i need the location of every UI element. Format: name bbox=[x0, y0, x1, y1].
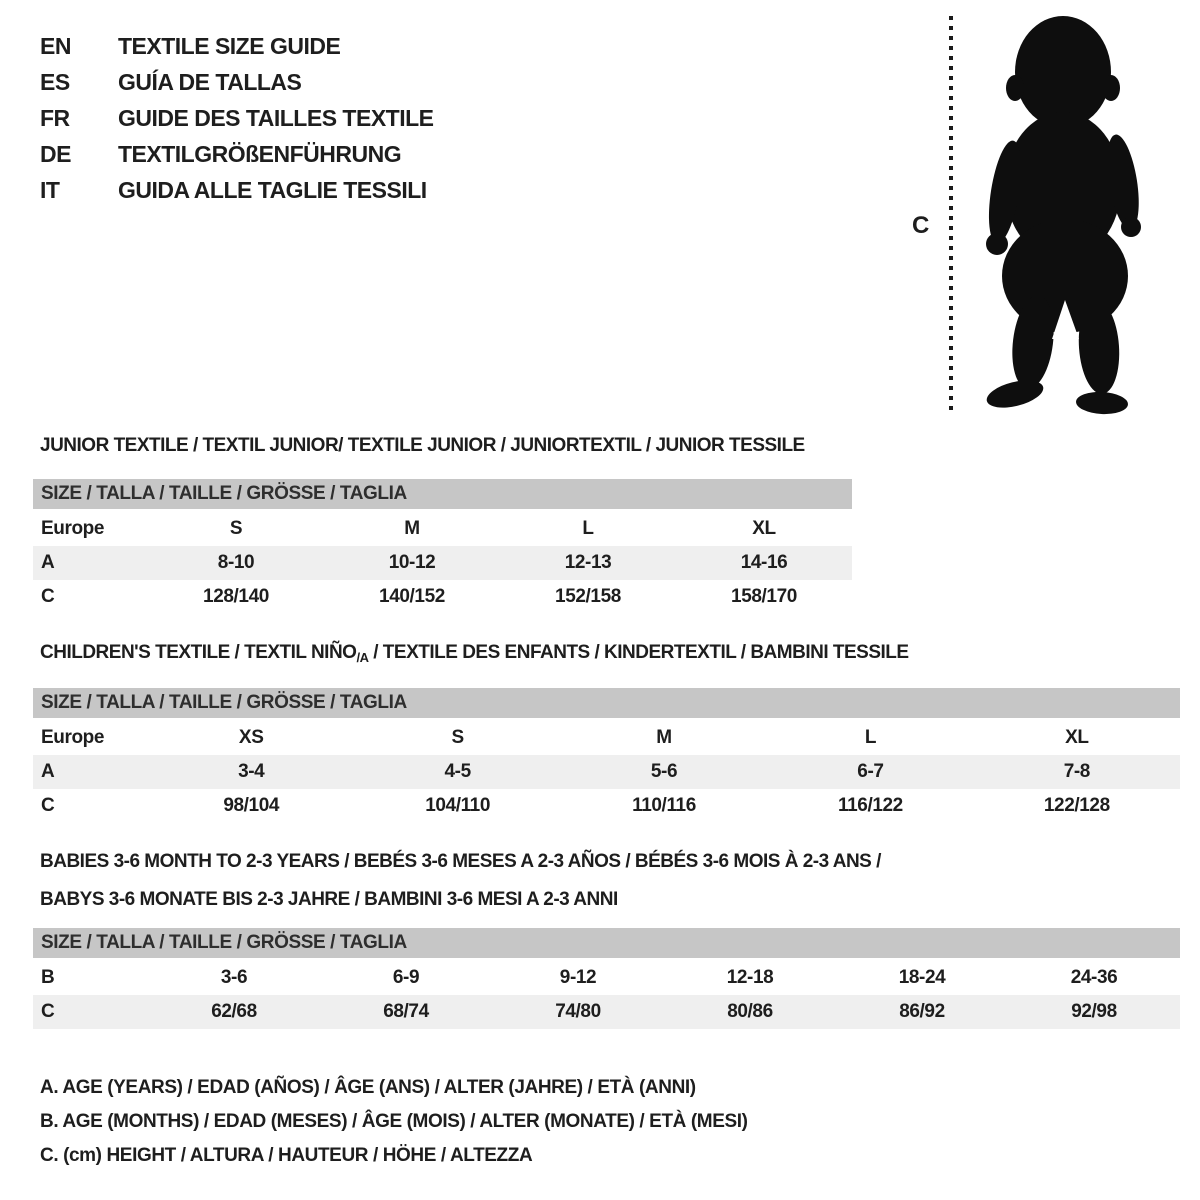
table-row bbox=[33, 721, 1180, 755]
height-measure-label: C bbox=[912, 212, 930, 239]
table-cell: 14-16 bbox=[740, 552, 788, 573]
table-cell: M bbox=[656, 727, 672, 748]
row-label: A bbox=[41, 552, 55, 573]
children-section-title bbox=[40, 642, 909, 665]
table-cell: 128/140 bbox=[203, 586, 269, 607]
table-row bbox=[33, 961, 1180, 995]
lang-title: GUIDE DES TAILLES TEXTILE bbox=[118, 105, 434, 131]
table-cell: S bbox=[229, 518, 243, 539]
table-cell: 3-4 bbox=[238, 761, 265, 782]
table-cell: 9-12 bbox=[559, 967, 597, 988]
junior-size-table bbox=[33, 479, 852, 614]
table-cell: 4-5 bbox=[444, 761, 471, 782]
table-cell: 140/152 bbox=[379, 586, 445, 607]
table-cell: L bbox=[864, 727, 877, 748]
table-cell: 6-7 bbox=[857, 761, 884, 782]
legend-line-c: C. (cm) HEIGHT / ALTURA / HAUTEUR / HÖHE / ALTEZZA bbox=[40, 1145, 533, 1166]
lang-row-it bbox=[40, 172, 434, 208]
table-cell: 18-24 bbox=[898, 967, 946, 988]
table-cell: 74/80 bbox=[555, 1001, 601, 1022]
lang-code: IT bbox=[40, 177, 60, 203]
table-cell: 80/86 bbox=[727, 1001, 773, 1022]
table-cell: 104/110 bbox=[425, 795, 491, 816]
table-cell: XL bbox=[1065, 727, 1089, 748]
babies-title-line2: BABYS 3-6 MONATE BIS 2-3 JAHRE / BAMBINI 3-6 MESI A 2-3 ANNI bbox=[40, 889, 618, 910]
table-cell: 152/158 bbox=[555, 586, 621, 607]
table-cell: 12-18 bbox=[726, 967, 774, 988]
babies-size-table bbox=[33, 928, 1180, 1029]
table-cell: 62/68 bbox=[211, 1001, 257, 1022]
table-cell: 3-6 bbox=[220, 967, 248, 988]
table-cell: L bbox=[582, 518, 594, 539]
table-row bbox=[33, 512, 852, 546]
row-label: A bbox=[41, 761, 55, 782]
table-cell: 8-10 bbox=[217, 552, 255, 573]
table-cell: 98/104 bbox=[223, 795, 280, 816]
children-size-table bbox=[33, 688, 1180, 823]
table-cell: 10-12 bbox=[388, 552, 436, 573]
lang-code: EN bbox=[40, 33, 71, 59]
row-label: Europe bbox=[41, 518, 105, 539]
children-title-pre: CHILDREN'S TEXTILE / TEXTIL NIÑO bbox=[40, 642, 357, 663]
toddler-silhouette-icon bbox=[975, 14, 1160, 417]
row-label: C bbox=[41, 1001, 55, 1022]
measure-legend bbox=[40, 1071, 748, 1173]
table-cell: 86/92 bbox=[899, 1001, 945, 1022]
legend-line-b: B. AGE (MONTHS) / EDAD (MESES) / ÂGE (MOIS) / ALTER (MONATE) / ETÀ (MESI) bbox=[40, 1111, 748, 1132]
table-cell: XL bbox=[752, 518, 776, 539]
lang-title: TEXTILE SIZE GUIDE bbox=[118, 33, 341, 59]
table-cell: 116/122 bbox=[838, 795, 903, 816]
table-cell: 6-9 bbox=[392, 967, 420, 988]
table-cell: S bbox=[451, 727, 464, 748]
size-header-band: SIZE / TALLA / TAILLE / GRÖSSE / TAGLIA bbox=[33, 928, 1180, 958]
lang-row-en bbox=[40, 28, 434, 64]
lang-title: TEXTILGRÖßENFÜHRUNG bbox=[118, 141, 402, 167]
table-row bbox=[33, 546, 852, 580]
table-cell: XS bbox=[238, 727, 264, 748]
lang-code: DE bbox=[40, 141, 71, 167]
babies-section-title bbox=[40, 843, 881, 919]
row-label: C bbox=[41, 586, 55, 607]
lang-row-de bbox=[40, 136, 434, 172]
row-label: B bbox=[41, 967, 55, 988]
table-cell: 92/98 bbox=[1071, 1001, 1117, 1022]
table-cell: 110/116 bbox=[632, 795, 696, 816]
language-title-block bbox=[40, 28, 434, 208]
legend-line-a: A. AGE (YEARS) / EDAD (AÑOS) / ÂGE (ANS) / ALTER (JAHRE) / ETÀ (ANNI) bbox=[40, 1077, 696, 1098]
lang-code: ES bbox=[40, 69, 70, 95]
table-cell: 122/128 bbox=[1043, 795, 1110, 816]
junior-section-title: JUNIOR TEXTILE / TEXTIL JUNIOR/ TEXTILE JUNIOR / JUNIORTEXTIL / JUNIOR TESSILE bbox=[40, 435, 805, 456]
lang-title: GUIDA ALLE TAGLIE TESSILI bbox=[118, 177, 427, 203]
size-header-band: SIZE / TALLA / TAILLE / GRÖSSE / TAGLIA bbox=[33, 479, 852, 509]
size-header-band: SIZE / TALLA / TAILLE / GRÖSSE / TAGLIA bbox=[33, 688, 1180, 718]
table-row bbox=[33, 995, 1180, 1029]
children-title-post: / TEXTILE DES ENFANTS / KINDERTEXTIL / BAMBINI TESSILE bbox=[368, 642, 909, 663]
lang-code: FR bbox=[40, 105, 70, 131]
table-cell: M bbox=[404, 518, 420, 539]
table-cell: 24-36 bbox=[1070, 967, 1118, 988]
table-cell: 7-8 bbox=[1063, 761, 1090, 782]
table-cell: 5-6 bbox=[650, 761, 678, 782]
row-label: C bbox=[41, 795, 55, 816]
height-measure-dotted-line bbox=[949, 16, 953, 416]
children-title-subscript: /A bbox=[356, 650, 369, 665]
lang-row-fr bbox=[40, 100, 434, 136]
row-label: Europe bbox=[41, 727, 105, 748]
lang-row-es bbox=[40, 64, 434, 100]
table-cell: 158/170 bbox=[731, 586, 797, 607]
table-cell: 12-13 bbox=[564, 552, 612, 573]
table-cell: 68/74 bbox=[383, 1001, 429, 1022]
babies-title-line1: BABIES 3-6 MONTH TO 2-3 YEARS / BEBÉS 3-6 MESES A 2-3 AÑOS / BÉBÉS 3-6 MOIS À 2-3 ANS / bbox=[40, 851, 881, 872]
lang-title: GUÍA DE TALLAS bbox=[118, 69, 302, 95]
table-row bbox=[33, 580, 852, 614]
table-row bbox=[33, 789, 1180, 823]
table-row bbox=[33, 755, 1180, 789]
